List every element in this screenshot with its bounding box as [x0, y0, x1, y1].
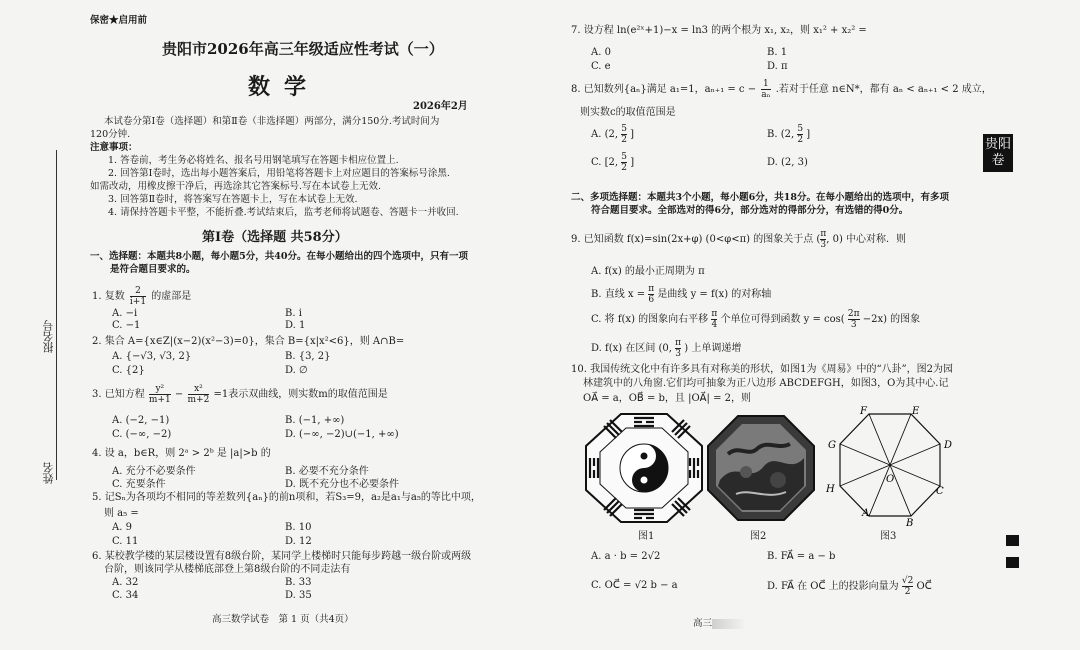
exam-number-label: 报名号 [42, 320, 55, 353]
q1-option-d: D. 1 [285, 320, 306, 331]
q3-stem: 3. 已知方程 $\frac{\text{y²}}{m+1}$ − $\frac{\text{x²}}{m+2}$ =1表示双曲线，则实数m的取值范围是 [92, 384, 388, 405]
q5-option-d: D. 12 [285, 536, 312, 547]
vertex-label-b: B [906, 518, 914, 529]
region-tag: 贵阳卷 [983, 134, 1013, 172]
mc-instructions-1: 一、选择题：本题共8小题，每小题5分，共40分。在每小题给出的四个选项中，只有一项 [90, 251, 468, 262]
vertex-label-c: C [936, 486, 944, 497]
figure-3-caption: 图3 [880, 531, 897, 542]
q10-option-b: B. FA⃗ = a − b [767, 551, 836, 562]
q8-option-a: A. (2, $\frac{5}{2}$ ] [591, 124, 635, 145]
q10-stem-1: 10. 我国传统文化中有许多具有对称美的形状，如图1为《周易》中的“八卦”，图2为园 [571, 364, 954, 375]
q4-option-a: A. 充分不必要条件 [112, 466, 196, 477]
vertex-label-a: A [862, 508, 870, 519]
q1-option-b: B. i [285, 308, 302, 319]
exam-date: 2026年2月 [413, 101, 468, 112]
q3-option-a: A. (−2, −1) [112, 415, 170, 426]
name-label: 姓名 [42, 462, 55, 484]
q5-option-b: B. 10 [285, 522, 312, 533]
octagon-window-figure [706, 414, 816, 522]
q10-stem-2: 林建筑中的八角窗.它们均可抽象为正八边形 ABCDEFGH，如图3，O为其中心.记 [583, 378, 949, 389]
q9-option-b: B. 直线 x = $\frac{\pi}{6}$ 是曲线 y = f(x) 的对称轴 [591, 284, 772, 305]
registration-mark-1 [1006, 535, 1019, 546]
q1-stem: 1. 复数 $\frac{2}{i+1}$ 的虚部是 [92, 286, 192, 307]
q1-option-c: C. −1 [112, 320, 141, 331]
registration-mark-2 [1006, 557, 1019, 568]
q4-option-d: D. 既不充分也不必要条件 [285, 479, 400, 490]
q7-option-a: A. 0 [591, 47, 611, 58]
intro-line-2: 120分钟. [90, 129, 131, 140]
q6-option-c: C. 34 [112, 590, 139, 601]
q9-stem: 9. 已知函数 f(x)=sin(2x+φ) (0<φ<π) 的图象关于点 ( $\frac{\pi}{3}$ , 0) 中心对称．则 [571, 229, 907, 250]
bagua-figure [584, 412, 704, 524]
regular-octagon-figure [822, 404, 962, 532]
q3-option-b: B. (−1, +∞) [285, 415, 345, 426]
q3-fraction-2: $\frac{\text{x²}}{m+2}$ [187, 384, 210, 405]
footer-left: 高三数学试卷 第 1 页（共4页） [212, 614, 354, 625]
q5-option-c: C. 11 [112, 536, 139, 547]
q9-option-a: A. f(x) 的最小正周期为 π [591, 266, 705, 277]
q6-option-b: B. 33 [285, 577, 312, 588]
q8-stem-2: 则实数c的取值范围是 [580, 107, 676, 118]
q10-stem-3: OA⃗ = a，OB⃗ = b，且 |OA⃗| = 2，则 [583, 393, 751, 404]
q2-option-d: D. ∅ [285, 365, 308, 376]
q6-stem-2: 台阶，则该同学从楼梯底部登上第8级台阶的不同走法有 [104, 564, 351, 575]
q5-option-a: A. 9 [112, 522, 132, 533]
q7-option-b: B. 1 [767, 47, 788, 58]
q2-stem: 2. 集合 A={x∈Z|(x−2)(x²−3)=0}，集合 B={x|x²<6}，则 A∩B= [92, 336, 405, 347]
vertex-label-d: D [944, 440, 953, 451]
notice-title: 注意事项： [90, 142, 138, 153]
figure-2-caption: 图2 [750, 531, 767, 542]
q8-fraction: $\frac{1}{\text{aₙ}}$ [761, 79, 771, 100]
center-label-o: O [886, 474, 895, 485]
q7-option-c: C. e [591, 61, 611, 72]
q3-fraction-1: $\frac{\text{y²}}{m+1}$ [148, 384, 171, 405]
vertex-label-h: H [826, 484, 835, 495]
figure-1-caption: 图1 [638, 531, 655, 542]
q8-stem: 8. 已知数列{aₙ}满足 a₁=1，aₙ₊₁ = c − $\frac{1}{\text{aₙ}}$ .若对于任意 n∈N*，都有 aₙ < aₙ₊₁ < 2 成立， [571, 79, 992, 100]
multi-instructions-2: 符合题目要求。全部选对的得6分，部分选对的得部分分，有选错的得0分。 [591, 205, 909, 216]
q10-option-a: A. a · b = 2√2 [591, 551, 661, 562]
q3-option-c: C. (−∞, −2) [112, 429, 172, 440]
q6-option-a: A. 32 [112, 577, 139, 588]
q10-option-c: C. OC⃗ = √2 b − a [591, 580, 678, 591]
intro-line-1: 本试卷分第Ⅰ卷（选择题）和第Ⅱ卷（非选择题）两部分，满分150分.考试时间为 [104, 116, 440, 127]
q2-option-b: B. {3, 2} [285, 351, 331, 362]
q5-stem-2: 则 a₅ = [104, 508, 139, 519]
q6-option-d: D. 35 [285, 590, 312, 601]
secret-label: 保密★启用前 [90, 15, 148, 26]
q1-option-a: A. −i [112, 308, 138, 319]
notice-2-cont: 如需改动，用橡皮擦干净后，再选涂其它答案标号.写在本试卷上无效. [90, 181, 382, 192]
q4-option-c: C. 充要条件 [112, 479, 166, 490]
q2-option-a: A. {−√3, √3, 2} [112, 351, 192, 362]
q8-option-c: C. [2, $\frac{5}{2}$ ] [591, 152, 635, 173]
vertex-label-f: F [860, 406, 867, 417]
q4-option-b: B. 必要不充分条件 [285, 466, 369, 477]
notice-2: 2. 回答第Ⅰ卷时，选出每小题答案后，用铅笔将答题卡上对应题目的答案标号涂黑. [108, 168, 450, 179]
exam-title: 贵阳市2026年高三年级适应性考试（一） [162, 40, 444, 58]
notice-3: 3. 回答第Ⅱ卷时，将答案写在答题卡上，写在本试卷上无效. [108, 194, 358, 205]
q3-option-d: D. (−∞, −2)∪(−1, +∞) [285, 429, 399, 440]
vertex-label-e: E [912, 406, 920, 417]
binding-line [56, 150, 57, 480]
footer-blur [712, 619, 746, 629]
q10-option-d: D. FA⃗ 在 OC⃗ 上的投影向量为 $\frac{√2}{2}$ OC⃗ [767, 576, 932, 597]
mc-instructions-2: 是符合题目要求的。 [110, 264, 196, 275]
q8-option-d: D. (2, 3) [767, 157, 808, 168]
section1-title: 第Ⅰ卷（选择题 共58分） [202, 230, 348, 245]
q7-option-d: D. π [767, 61, 788, 72]
multi-instructions-1: 二、多项选择题：本题共3个小题，每小题6分，共18分。在每小题给出的选项中，有多项 [571, 192, 949, 203]
q5-stem: 5. 记Sₙ为各项均不相同的等差数列{aₙ}的前n项和，若S₃=9，a₂是a₁与a₅的等比中项， [92, 492, 481, 503]
footer-right: 高三 [693, 618, 713, 629]
notice-4: 4. 请保持答题卡平整，不能折叠.考试结束后，监考老师将试题卷、答题卡一并收回. [108, 207, 459, 218]
q7-stem: 7. 设方程 ln(e²ˣ+1)−x = ln3 的两个根为 x₁, x₂，则 x₁² + x₂² = [571, 25, 867, 36]
q6-stem: 6. 某校教学楼的某层楼设置有8级台阶，某同学上楼梯时只能每步跨越一级台阶或两级 [92, 551, 472, 562]
q8-option-b: B. (2, $\frac{5}{2}$ ] [767, 124, 811, 145]
q9-option-c: C. 将 f(x) 的图象向右平移 $\frac{\pi}{4}$ 个单位可得到函数 y = cos( $\frac{2\pi}{3}$ −2x) 的图象 [591, 309, 921, 330]
q2-option-c: C. {2} [112, 365, 145, 376]
q4-stem: 4. 设 a，b∈R，则 2ᵃ > 2ᵇ 是 |a|>b 的 [92, 448, 271, 459]
subject-title: 数学 [248, 74, 321, 100]
notice-1: 1. 答卷前，考生务必将姓名、报名号用钢笔填写在答题卡相应位置上. [108, 155, 399, 166]
vertex-label-g: G [828, 440, 836, 451]
q9-option-d: D. f(x) 在区间 (0, $\frac{\pi}{3}$ ) 上单调递增 [591, 338, 742, 359]
q1-fraction: $\frac{2}{i+1}$ [129, 286, 147, 307]
